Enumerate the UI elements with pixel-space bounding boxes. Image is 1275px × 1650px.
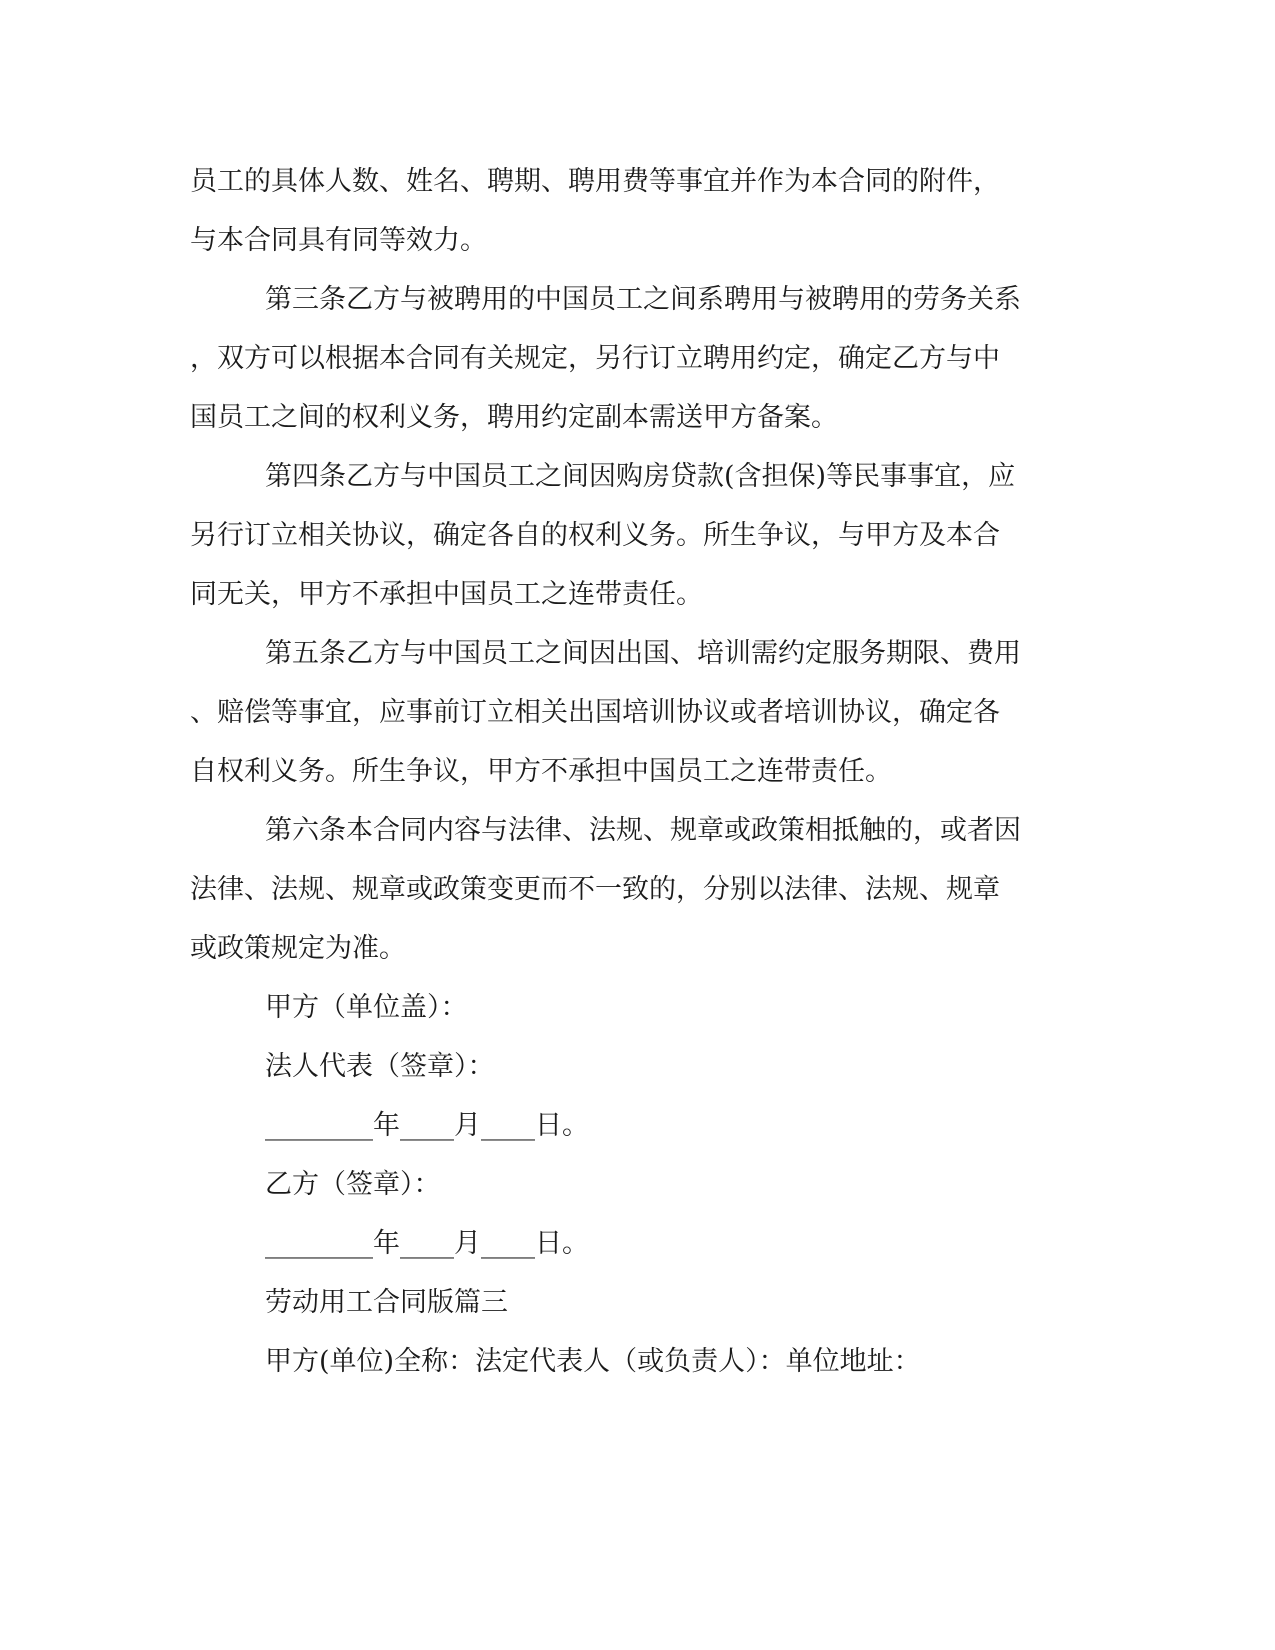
paragraph-article-3: 第三条乙方与被聘用的中国员工之间系聘用与被聘用的劳务关系 bbox=[265, 284, 1021, 315]
body-line: 法律、法规、规章或政策变更而不一致的，分别以法律、法规、规章 bbox=[190, 874, 1000, 905]
party-a-seal-line: 甲方（单位盖）： bbox=[265, 992, 468, 1023]
section-title: 劳动用工合同版篇三 bbox=[265, 1287, 508, 1318]
body-line: 员工的具体人数、姓名、聘期、聘用费等事宜并作为本合同的附件， bbox=[190, 166, 1000, 197]
legal-rep-signature-line: 法人代表（签章）： bbox=[265, 1051, 495, 1082]
party-b-signature-line: 乙方（签章）： bbox=[265, 1169, 441, 1200]
date-line-b: ________年____月____日。 bbox=[265, 1228, 589, 1259]
body-line: 与本合同具有同等效力。 bbox=[190, 225, 487, 256]
body-line: 国员工之间的权利义务，聘用约定副本需送甲方备案。 bbox=[190, 402, 838, 433]
paragraph-article-5: 第五条乙方与中国员工之间因出国、培训需约定服务期限、费用 bbox=[265, 638, 1021, 669]
party-a-info-line: 甲方(单位)全称：法定代表人（或负责人）：单位地址： bbox=[265, 1346, 921, 1377]
date-line-a: ________年____月____日。 bbox=[265, 1110, 589, 1141]
body-line: 另行订立相关协议，确定各自的权利义务。所生争议，与甲方及本合 bbox=[190, 520, 1000, 551]
body-line: ，双方可以根据本合同有关规定，另行订立聘用约定，确定乙方与中 bbox=[190, 343, 1000, 374]
body-line: 或政策规定为准。 bbox=[190, 933, 406, 964]
body-line: 自权利义务。所生争议，甲方不承担中国员工之连带责任。 bbox=[190, 756, 892, 787]
paragraph-article-4: 第四条乙方与中国员工之间因购房贷款(含担保)等民事事宜，应 bbox=[265, 461, 1016, 492]
paragraph-article-6: 第六条本合同内容与法律、法规、规章或政策相抵触的，或者因 bbox=[265, 815, 1021, 846]
body-line: 同无关，甲方不承担中国员工之连带责任。 bbox=[190, 579, 703, 610]
body-line: 、赔偿等事宜，应事前订立相关出国培训协议或者培训协议，确定各 bbox=[190, 697, 1000, 728]
